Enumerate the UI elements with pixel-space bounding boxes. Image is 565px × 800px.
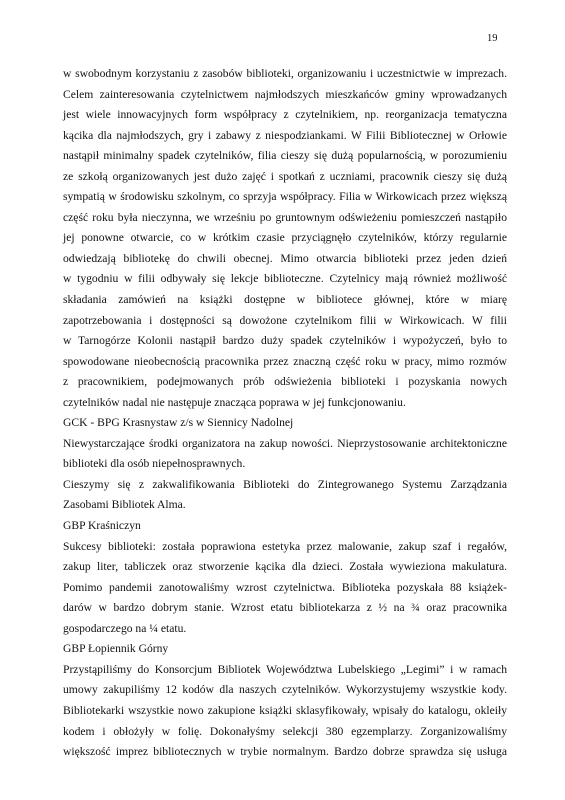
text-line: składania zamówień na książki dostępne w bibliotece głównej, które w miarę (63, 293, 507, 307)
text-line: sympatią w środowisku szkolnym, co sprzyja współpracy. Filia w Wirkowicach przez większą (63, 190, 507, 204)
text-line: GCK - BPG Krasnystaw z/s w Siennicy Nadolnej (63, 416, 294, 430)
text-line: część roku była nieczynna, we wrześniu po gruntownym odświeżeniu pomieszczeń nastąpiło (63, 210, 507, 224)
text-line: Pomimo pandemii zanotowaliśmy wzrost czytelnictwa. Biblioteka pozyskała 88 książek- (63, 580, 507, 594)
text-line: GBP Łopiennik Górny (63, 642, 169, 656)
text-line: czytelników nadal nie następuje znacząca poprawa w jej funkcjonowaniu. (63, 395, 406, 409)
text-line: jest wiele innowacyjnych form współpracy z czytelnikiem, np. reorganizacja tematyczna (63, 108, 507, 122)
text-line: kodem i obłożyły w folię. Dokonałyśmy selekcji 380 egzemplarzy. Zorganizowaliśmy (63, 724, 507, 738)
text-line: Niewystarczające środki organizatora na zakup nowości. Nieprzystosowanie architektoniczne (63, 436, 507, 450)
text-line: Zasobami Bibliotek Alma. (63, 498, 186, 512)
text-line: Przystąpiliśmy do Konsorcjum Bibliotek Województwa Lubelskiego „Legimi” i w ramach (63, 662, 507, 676)
text-line: jej ponowne otwarcie, co w krótkim czasie przyciągnęło czytelników, którzy regularnie (63, 231, 507, 245)
text-line: gospodarczego na ¼ etatu. (63, 621, 187, 635)
text-line: Cieszymy się z zakwalifikowania Biblioteki do Zintegrowanego Systemu Zarządzania (63, 477, 507, 491)
page-number: 19 (487, 33, 498, 44)
text-line: Bibliotekarki wszystkie nowo zakupione książki sklasyfikowały, wpisały do katalogu, okleiły (63, 703, 507, 717)
text-line: zapotrzebowania i dostępności są dowożone czytelnikom filii w Wirkowicach. W filii (63, 313, 507, 327)
text-line: większość imprez bibliotecznych w trybie normalnym. Bardzo dobrze sprawdza się usługa (63, 745, 507, 759)
text-line: darów w bardzo dobrym stanie. Wzrost etatu bibliotekarza z ½ na ¾ oraz pracownika (63, 601, 507, 615)
text-line: ze szkołą organizowanych jest dużo zajęć i spotkań z uczniami, pracownik cieszy się dużą (63, 169, 507, 183)
text-line: zakup liter, tabliczek oraz stworzenie kącika dla dzieci. Została wywieziona makulatura. (63, 560, 507, 574)
text-line: Sukcesy biblioteki: została poprawiona estetyka przez malowanie, zakup szaf i regałów, (63, 539, 507, 553)
text-line: kącika dla najmłodszych, gry i zabawy z niespodziankami. W Filii Bibliotecznej w Orłowie (63, 128, 507, 142)
text-line: nastąpił minimalny spadek czytelników, filia cieszy się dużą popularnością, w porozumieniu (63, 149, 507, 163)
text-line: z pracownikiem, podejmowanych prób odświeżenia biblioteki i pozyskania nowych (63, 375, 507, 389)
text-line: odwiedzają bibliotekę do chwili obecnej. Mimo otwarcia biblioteki przez jeden dzień (63, 251, 507, 265)
document-body (63, 64, 507, 763)
text-line: Celem zainteresowania czytelnictwem najmłodszych mieszkańców gminy wprowadzanych (63, 87, 507, 101)
text-line: w swobodnym korzystaniu z zasobów biblioteki, organizowaniu i uczestnictwie w imprezach. (63, 67, 507, 80)
text-line: w Tarnogórze Kolonii nastąpił bardzo duży spadek czytelników i wypożyczeń, było to (63, 334, 507, 348)
text-line: biblioteki dla osób niepełnosprawnych. (63, 457, 246, 471)
text-line: GBP Kraśniczyn (63, 519, 141, 533)
text-line: w tygodniu w filii odbywały się lekcje biblioteczne. Czytelnicy mają również możliwość (63, 272, 507, 286)
text-line: spowodowane nieobecnością pracownika przez znaczną część roku w pracy, mimo rozmów (63, 354, 507, 368)
text-line: umowy zakupiliśmy 12 kodów dla naszych czytelników. Wykorzystujemy wszystkie kody. (63, 683, 507, 697)
